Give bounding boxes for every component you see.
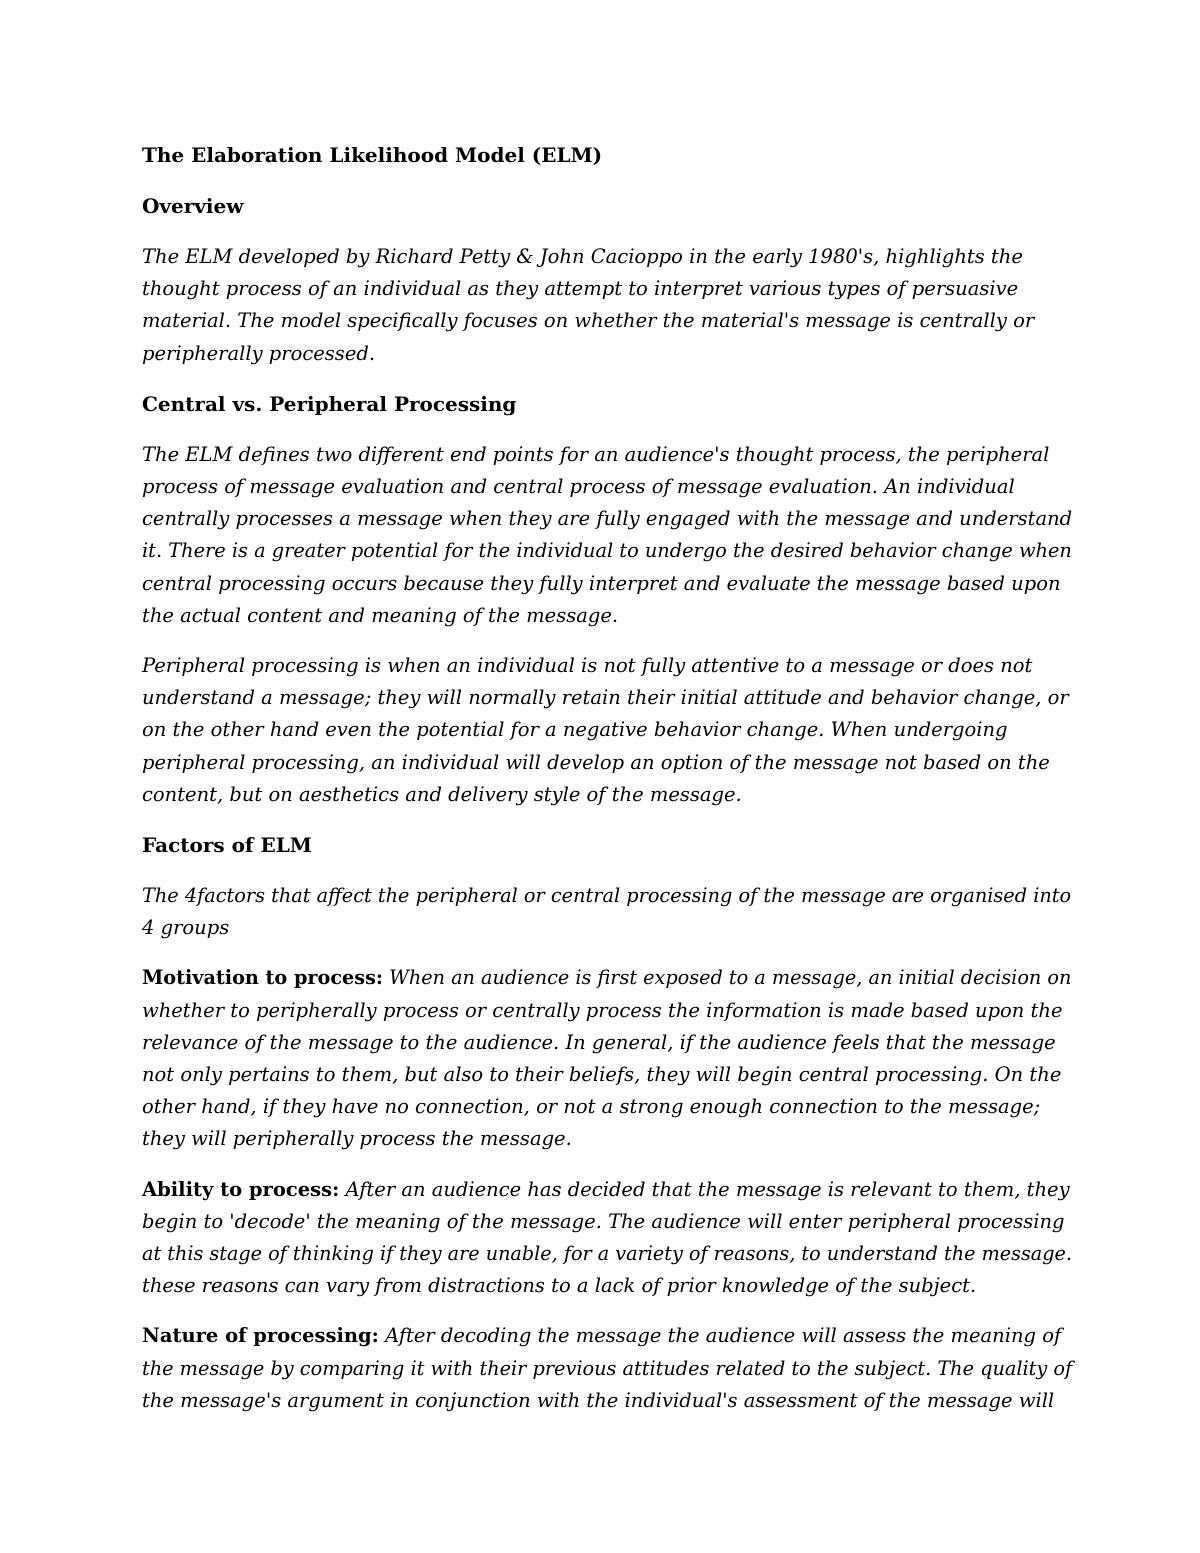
paragraph-line: centrally processes a message when they are fully engaged with the message and understand <box>142 507 1073 531</box>
paragraph-line: the message's argument in conjunction with the individual's assessment of the message will <box>142 1388 1055 1412</box>
overview-paragraph <box>142 241 1067 370</box>
paragraph-line: at this stage of thinking if they are unable, for a variety of reasons, to understand the message. <box>142 1242 1072 1266</box>
overview-heading: Overview <box>142 194 244 218</box>
paragraph-line: on the other hand even the potential for a negative behavior change. When undergoing <box>142 718 1008 742</box>
ability-label: Ability to process: <box>142 1177 340 1201</box>
document-page <box>142 139 1073 1435</box>
paragraph-line: other hand, if they have no connection, or not a strong enough connection to the message; <box>142 1095 1041 1119</box>
paragraph-line: these reasons can vary from distractions to a lack of prior knowledge of the subject. <box>142 1274 977 1298</box>
factors-heading: Factors of ELM <box>142 833 312 858</box>
paragraph-line: The ELM developed by Richard Petty & John Cacioppo in the early 1980's, highlights the <box>142 245 1023 268</box>
motivation-paragraph <box>142 962 1072 1155</box>
paragraph-line: content, but on aesthetics and delivery style of the message. <box>142 782 742 806</box>
motivation-label: Motivation to process: <box>142 966 383 990</box>
central-vs-peripheral-heading: Central vs. Peripheral Processing <box>142 391 517 416</box>
paragraph-line: thought process of an individual as they attempt to interpret various types of persuasive <box>142 277 1019 301</box>
paragraph-line: material. The model specifically focuses on whether the material's message is centrally or <box>142 309 1035 333</box>
paragraph-line: process of message evaluation and central process of message evaluation. An individual <box>142 475 1015 499</box>
paragraph-line: not only pertains to them, but also to their beliefs, they will begin central processing. On the <box>142 1063 1062 1087</box>
paragraph-line: Peripheral processing is when an individual is not fully attentive to a message or does not <box>142 654 1033 678</box>
paragraph-line <box>142 1174 1070 1206</box>
paragraph-line: the actual content and meaning of the message. <box>142 603 619 627</box>
paragraph-line <box>142 1320 1067 1352</box>
paragraph-line: central processing occurs because they fully interpret and evaluate the message based upon <box>142 571 1061 595</box>
paragraph-line: understand a message; they will normally retain their initial attitude and behavior change, or <box>142 686 1069 710</box>
nature-paragraph <box>142 1320 1073 1417</box>
nature-label: Nature of processing: <box>142 1324 379 1348</box>
document-title: The Elaboration Likelihood Model (ELM) <box>142 143 603 167</box>
paragraph-text: After decoding the message the audience will assess the meaning of <box>378 1324 1062 1348</box>
paragraph-line: whether to peripherally process or centrally process the information is made based upon the <box>142 998 1063 1022</box>
central-processing-paragraph <box>142 439 1073 632</box>
paragraph-line: relevance of the message to the audience. In general, if the audience feels that the message <box>142 1030 1056 1054</box>
paragraph-line: The 4factors that affect the peripheral or central processing of the message are organised into <box>142 884 1072 908</box>
paragraph-line: peripheral processing, an individual will develop an option of the message not based on the <box>142 750 1050 774</box>
paragraph-text: After an audience has decided that the message is relevant to them, they <box>339 1177 1070 1201</box>
paragraph-line: the message by comparing it with their previous attitudes related to the subject. The quality of <box>142 1356 1073 1380</box>
ability-paragraph <box>142 1174 1072 1303</box>
factors-intro-paragraph <box>142 880 1072 944</box>
paragraph-line <box>142 962 1072 994</box>
paragraph-line: it. There is a greater potential for the individual to undergo the desired behavior change when <box>142 539 1072 563</box>
paragraph-line: begin to 'decode' the meaning of the message. The audience will enter peripheral processing <box>142 1209 1065 1233</box>
paragraph-line: The ELM defines two different end points for an audience's thought process, the peripheral <box>142 442 1050 466</box>
peripheral-processing-paragraph <box>142 650 1067 811</box>
paragraph-line: they will peripherally process the message. <box>142 1127 572 1151</box>
paragraph-line: peripherally processed. <box>142 341 376 365</box>
paragraph-text: When an audience is first exposed to a message, an initial decision on <box>383 966 1072 990</box>
paragraph-line: 4 groups <box>142 916 230 940</box>
